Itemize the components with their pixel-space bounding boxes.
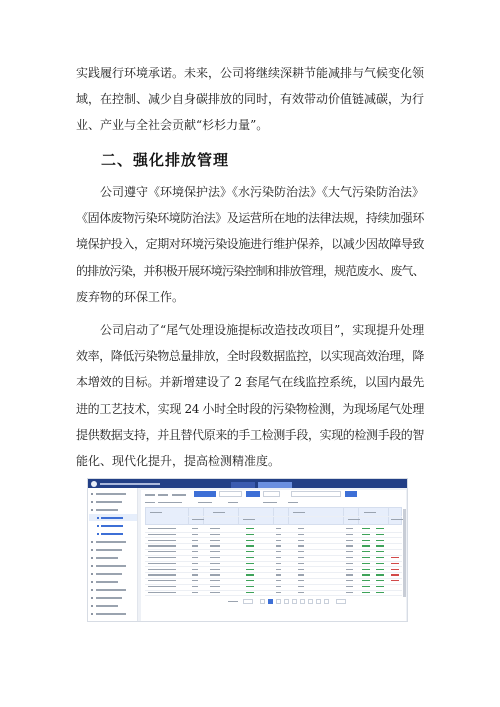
- row-date: [148, 540, 176, 541]
- toolbar-button: [246, 491, 260, 497]
- row-value: [276, 545, 281, 546]
- row-value: [210, 557, 220, 558]
- row-value: [276, 569, 281, 570]
- row-value: [276, 586, 281, 587]
- row-divider: [145, 566, 402, 567]
- header-label: [192, 519, 204, 520]
- row-date: [148, 586, 176, 587]
- table-scrollbar: [403, 509, 406, 597]
- row-value: [346, 557, 353, 558]
- header-label: [364, 512, 376, 513]
- row-value: [346, 580, 353, 581]
- text-line: 《固体废物污染环境防治法》及运营所在地的法律法规，持续加强环: [76, 211, 424, 226]
- sidebar-item-icon: [91, 565, 93, 567]
- header-split: [188, 516, 402, 517]
- row-status: [376, 557, 384, 558]
- sidebar-item-icon: [91, 581, 93, 583]
- row-value: [298, 586, 304, 587]
- row-value: [346, 528, 353, 529]
- search-button: [345, 491, 357, 497]
- row-status: [246, 563, 254, 564]
- row-value: [298, 580, 304, 581]
- header-label: [391, 519, 403, 520]
- row-value: [298, 574, 304, 575]
- row-value: [346, 540, 353, 541]
- app-title-placeholder: [100, 483, 160, 485]
- row-status: [246, 586, 254, 587]
- sidebar-item-icon: [97, 533, 99, 535]
- row-value: [298, 534, 304, 535]
- subtab-label: [145, 502, 155, 503]
- logo-icon: [91, 481, 97, 487]
- row-value: [298, 528, 304, 529]
- sidebar-item-icon: [91, 557, 93, 559]
- row-status: [376, 574, 384, 575]
- pagination-page: [316, 599, 321, 604]
- row-value: [276, 580, 281, 581]
- row-value: [210, 569, 220, 570]
- sidebar-item-label: [96, 597, 122, 599]
- row-date: [148, 563, 176, 564]
- row-status: [376, 551, 384, 552]
- text-line: 域，在控制、减少自身碳排放的同时，有效带动价值链减碳，为行: [76, 92, 424, 107]
- page-size-select: [243, 599, 253, 604]
- row-value: [210, 528, 220, 529]
- row-status: [362, 563, 370, 564]
- header-label: [293, 512, 305, 513]
- row-status: [246, 534, 254, 535]
- subtab-label: [158, 502, 172, 503]
- paragraph-commitment: [76, 60, 424, 139]
- row-date: [148, 592, 176, 593]
- sidebar-item-icon: [91, 589, 93, 591]
- pagination-page: [300, 599, 305, 604]
- row-date: [148, 534, 176, 535]
- row-value: [276, 557, 281, 558]
- text-line: 公司启动了“尾气处理设施提标改造技改项目”，实现提升处理: [100, 323, 424, 337]
- row-value: [192, 580, 198, 581]
- row-status: [362, 534, 370, 535]
- row-status: [376, 563, 384, 564]
- sidebar-item-label: [96, 565, 126, 567]
- sidebar-item-label: [96, 549, 122, 551]
- row-status: [362, 540, 370, 541]
- pagination-total: [228, 601, 238, 602]
- row-alert: [391, 574, 399, 575]
- row-value: [192, 551, 198, 552]
- sidebar-item-icon: [91, 493, 93, 495]
- row-alert: [391, 563, 399, 564]
- text-line: 的排放污染，并积极开展环境污染控制和排放管理，规范废水、废气、: [76, 263, 424, 278]
- row-value: [192, 586, 198, 587]
- row-date: [148, 574, 176, 575]
- row-status: [376, 540, 384, 541]
- row-divider: [145, 543, 402, 544]
- row-alert: [391, 569, 399, 570]
- row-status: [376, 580, 384, 581]
- text-line: 业、产业与全社会贡献“杉杉力量”。: [76, 118, 269, 133]
- row-value: [298, 569, 304, 570]
- row-value: [192, 557, 198, 558]
- row-status: [246, 557, 254, 558]
- row-value: [210, 540, 220, 541]
- row-value: [192, 563, 198, 564]
- sidebar-item-label: [96, 605, 118, 607]
- sidebar-item-label: [96, 541, 126, 543]
- header-label: [213, 512, 225, 513]
- row-value: [298, 557, 304, 558]
- row-value: [210, 586, 220, 587]
- paragraph-exhaust-project: [76, 317, 424, 474]
- row-status: [376, 592, 384, 593]
- row-value: [346, 592, 353, 593]
- filter-label: [172, 494, 186, 496]
- sidebar-item-label: [96, 573, 122, 575]
- sidebar-item-label: [101, 525, 123, 527]
- sidebar-item-label: [96, 501, 122, 503]
- text-line: 废弃物的环保工作。: [76, 289, 185, 304]
- row-divider: [145, 555, 402, 556]
- row-value: [192, 528, 198, 529]
- row-divider: [145, 549, 402, 550]
- row-status: [246, 569, 254, 570]
- pagination-page: [292, 599, 297, 604]
- row-status: [246, 528, 254, 529]
- row-status: [246, 592, 254, 593]
- row-value: [276, 534, 281, 535]
- row-divider: [145, 532, 402, 533]
- row-date: [148, 551, 176, 552]
- row-value: [276, 528, 281, 529]
- row-value: [192, 534, 198, 535]
- row-value: [210, 563, 220, 564]
- sidebar-item-label: [96, 557, 118, 559]
- row-status: [246, 545, 254, 546]
- row-status: [246, 540, 254, 541]
- sidebar-item-label: [96, 493, 126, 495]
- sidebar-item-icon: [91, 573, 93, 575]
- text-line: 境保护投入，定期对环境污染设施进行维护保养，以减少因故障导致: [76, 237, 424, 252]
- pagination-page: [324, 599, 329, 604]
- sidebar-item-icon: [91, 613, 93, 615]
- row-value: [192, 592, 198, 593]
- text-line: 能化、现代化提升，提高检测精准度。: [76, 453, 281, 468]
- row-value: [276, 540, 281, 541]
- row-status: [376, 534, 384, 535]
- row-value: [210, 574, 220, 575]
- sidebar-item-icon: [91, 541, 93, 543]
- row-status: [376, 586, 384, 587]
- subtab-label: [228, 502, 238, 503]
- row-value: [298, 563, 304, 564]
- row-value: [276, 563, 281, 564]
- text-line: 实践履行环境承诺。未来，公司将继续深耕节能减排与气候变化领: [76, 66, 424, 80]
- row-status: [362, 528, 370, 529]
- row-status: [246, 574, 254, 575]
- subtab-label: [198, 502, 212, 503]
- row-status: [362, 557, 370, 558]
- text-line: 效率，降低污染物总量排放，全时段数据监控，以实现高效治理，降: [76, 349, 424, 364]
- row-value: [298, 592, 304, 593]
- row-divider: [145, 561, 402, 562]
- sidebar-item-label: [101, 517, 123, 519]
- row-status: [376, 545, 384, 546]
- row-value: [346, 563, 353, 564]
- subtab-label: [263, 502, 277, 503]
- monitoring-system-screenshot: [87, 478, 408, 622]
- row-value: [276, 574, 281, 575]
- header-label: [348, 519, 360, 520]
- row-value: [210, 545, 220, 546]
- row-value: [346, 569, 353, 570]
- row-value: [346, 534, 353, 535]
- row-status: [362, 569, 370, 570]
- row-status: [362, 586, 370, 587]
- row-value: [346, 545, 353, 546]
- row-value: [346, 586, 353, 587]
- row-value: [276, 551, 281, 552]
- row-value: [210, 534, 220, 535]
- header-tab-active: [258, 482, 292, 489]
- row-status: [362, 545, 370, 546]
- filter-label: [158, 494, 168, 496]
- row-date: [148, 545, 176, 546]
- toolbar-button: [194, 491, 216, 497]
- row-divider: [145, 537, 402, 538]
- row-status: [376, 569, 384, 570]
- header-label: [243, 519, 255, 520]
- text-line: 提供数据支持，并且替代原来的手工检测手段，实现的检测手段的智: [76, 427, 424, 442]
- row-value: [298, 545, 304, 546]
- row-divider: [145, 584, 402, 585]
- pagination-page: [268, 599, 273, 604]
- subtab-label: [172, 502, 182, 503]
- row-value: [210, 580, 220, 581]
- row-divider: [145, 572, 402, 573]
- page-jump-input: [336, 599, 346, 604]
- sidebar-item-icon: [91, 509, 93, 511]
- text-line: 进的工艺技术，实现 24 小时全时段的污染物检测，为现场尾气处理: [76, 401, 424, 416]
- header-tab: [231, 482, 255, 489]
- row-value: [346, 551, 353, 552]
- row-date: [148, 528, 176, 529]
- paragraph-regulations: [76, 179, 424, 310]
- row-alert: [391, 580, 399, 581]
- pagination-page: [308, 599, 313, 604]
- row-status: [246, 551, 254, 552]
- sidebar-item-icon: [91, 549, 93, 551]
- filter-input: [219, 491, 242, 497]
- filter-input: [263, 491, 280, 497]
- row-value: [210, 551, 220, 552]
- sidebar-item-icon: [91, 597, 93, 599]
- sidebar-item-icon: [91, 605, 93, 607]
- sidebar-item-label: [101, 533, 123, 535]
- header-label: [150, 512, 162, 513]
- row-divider: [145, 578, 402, 579]
- pagination-page: [260, 599, 265, 604]
- row-status: [246, 580, 254, 581]
- row-value: [192, 574, 198, 575]
- row-value: [192, 569, 198, 570]
- sidebar-item-label: [96, 613, 126, 615]
- row-value: [192, 540, 198, 541]
- row-value: [192, 545, 198, 546]
- sidebar-menu: [88, 488, 138, 622]
- pagination-page: [276, 599, 281, 604]
- row-date: [148, 569, 176, 570]
- section-heading: 二、强化排放管理: [101, 151, 230, 169]
- text-line: 本增效的目标。并新增建设了 2 套尾气在线监控系统，以国内最先: [76, 375, 424, 390]
- row-value: [210, 592, 220, 593]
- row-status: [362, 592, 370, 593]
- sidebar-item-icon: [97, 517, 99, 519]
- row-status: [362, 551, 370, 552]
- row-divider: [145, 595, 402, 596]
- row-value: [298, 540, 304, 541]
- row-date: [148, 580, 176, 581]
- sidebar-item-icon: [97, 525, 99, 527]
- row-value: [298, 551, 304, 552]
- row-status: [376, 528, 384, 529]
- row-status: [362, 574, 370, 575]
- sidebar-item-icon: [91, 501, 93, 503]
- pagination-page: [284, 599, 289, 604]
- filter-label: [145, 494, 155, 496]
- row-date: [148, 557, 176, 558]
- subtab-label: [288, 502, 298, 503]
- text-line: 公司遵守《环境保护法》《水污染防治法》《大气污染防治法》: [100, 185, 424, 199]
- row-value: [346, 574, 353, 575]
- sidebar-item-label: [96, 509, 118, 511]
- sidebar-item-label: [96, 581, 118, 583]
- row-alert: [391, 557, 399, 558]
- date-range-input: [291, 491, 341, 497]
- row-status: [362, 580, 370, 581]
- sidebar-item-label: [96, 589, 126, 591]
- row-value: [276, 592, 281, 593]
- row-divider: [145, 590, 402, 591]
